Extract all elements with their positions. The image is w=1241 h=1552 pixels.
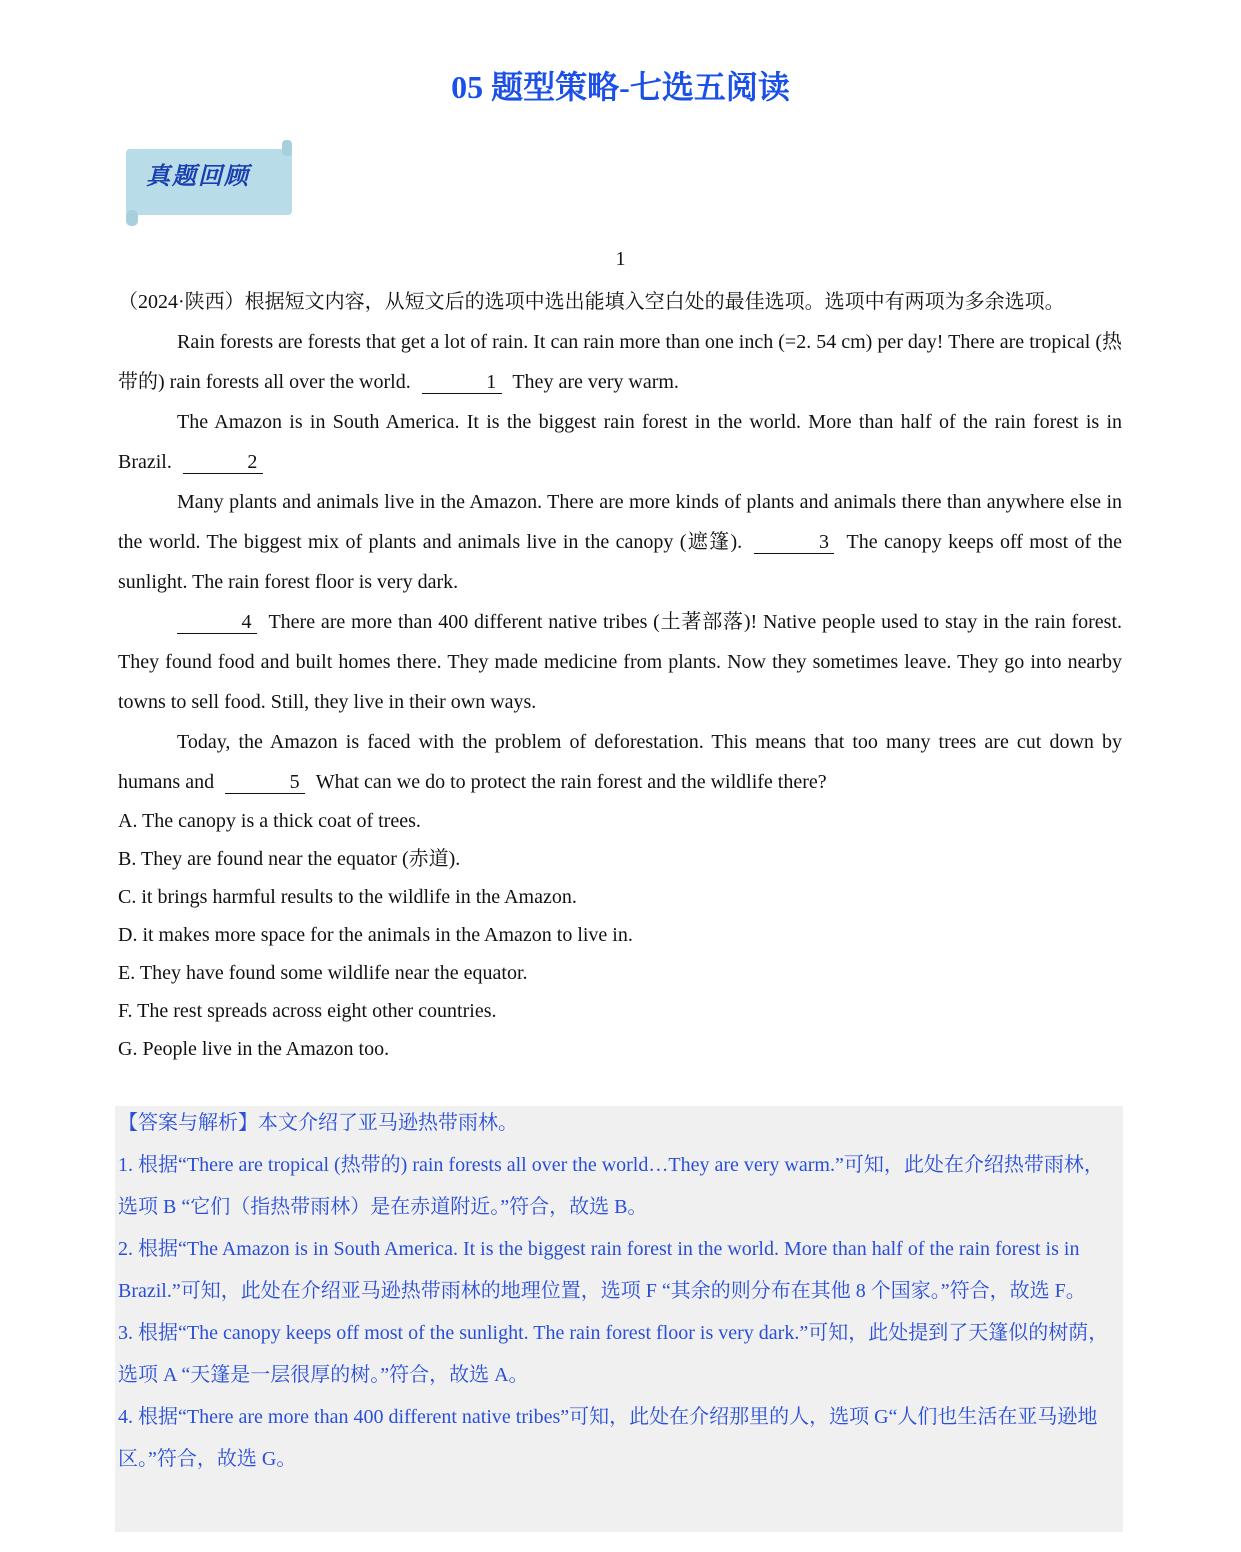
blank-3: 3	[754, 531, 834, 554]
passage-text: They are very warm.	[512, 371, 679, 393]
answer-item-4: 4. 根据“There are more than 400 different native tribes”可知，此处在介绍那里的人，选项 G“人们也生活在亚马逊地区。”符合，故选 G。	[118, 1406, 1098, 1470]
passage-paragraph-4	[118, 602, 1122, 722]
instruction: （2024·陕西）根据短文内容，从短文后的选项中选出能填入空白处的最佳选项。选项中有两项为多余选项。	[118, 291, 1065, 313]
answer-item-2: 2. 根据“The Amazon is in South America. It is the biggest rain forest in the world. More than half of the rain forest is in Brazil.”可知，此处在介绍亚马逊热带雨林的地理位置，选项 F “其余的则分布在其他 8 个国家。”符合，故选 F。	[118, 1238, 1086, 1302]
option-b: B. They are found near the equator (赤道).	[118, 848, 461, 870]
passage-text: There are more than 400 different native tribes (土著部落)! Native people used to stay in the rain forest. They found food and built homes there. They made medicine from plants. Now they sometimes leave. They go into nearby towns to sell food. Still, they live in their own ways.	[118, 611, 1122, 713]
answer-section	[118, 1102, 1122, 1480]
passage-paragraph-3	[118, 482, 1122, 602]
answer-item-1: 1. 根据“There are tropical (热带的) rain forests all over the world…They are very warm.”可知，此处在介绍热带雨林，选项 B “它们（指热带雨林）是在赤道附近。”符合，故选 B。	[118, 1154, 1104, 1218]
option-c: C. it brings harmful results to the wildlife in the Amazon.	[118, 886, 577, 908]
blank-5: 5	[225, 771, 305, 794]
question-number: 1	[615, 248, 626, 270]
passage-text: Rain forests are forests that get a lot of rain. It can rain more than one inch (=2. 54 cm) per day! There are tropical (热带的) rain forests all over the world.	[118, 331, 1122, 393]
blank-2: 2	[183, 451, 263, 474]
option-e: E. They have found some wildlife near the equator.	[118, 962, 528, 984]
banner-label: 真题回顾	[146, 161, 250, 190]
blank-1: 1	[422, 371, 502, 394]
option-a: A. The canopy is a thick coat of trees.	[118, 810, 421, 832]
option-d: D. it makes more space for the animals in the Amazon to live in.	[118, 924, 633, 946]
passage-paragraph-2	[118, 402, 1122, 482]
section-banner	[126, 140, 292, 216]
passage-text: Many plants and animals live in the Amazon. There are more kinds of plants and animals there than anywhere else in the world. The biggest mix of plants and animals live in the canopy (遮篷).	[118, 491, 1122, 553]
option-f: F. The rest spreads across eight other countries.	[118, 1000, 497, 1022]
blank-4: 4	[177, 611, 257, 634]
passage-text: What can we do to protect the rain forest and the wildlife there?	[315, 771, 827, 793]
passage-text: The canopy keeps off most of the sunlight. The rain forest floor is very dark.	[118, 531, 1123, 593]
answer-item-3: 3. 根据“The canopy keeps off most of the sunlight. The rain forest floor is very dark.”可知，此处提到了天篷似的树荫，选项 A “天篷是一层很厚的树。”符合，故选 A。	[118, 1322, 1109, 1386]
passage-section	[118, 282, 1122, 1068]
passage-paragraph-5	[118, 722, 1122, 802]
passage-text: Today, the Amazon is faced with the problem of deforestation. This means that too many trees are cut down by humans and	[118, 731, 1122, 793]
passage-text: The Amazon is in South America. It is the biggest rain forest in the world. More than half of the rain forest is in Brazil.	[118, 411, 1122, 473]
answer-heading: 【答案与解析】本文介绍了亚马逊热带雨林。	[118, 1112, 518, 1134]
option-g: G. People live in the Amazon too.	[118, 1038, 390, 1060]
page-title: 05 题型策略-七选五阅读	[451, 69, 790, 105]
passage-paragraph-1	[118, 322, 1122, 402]
